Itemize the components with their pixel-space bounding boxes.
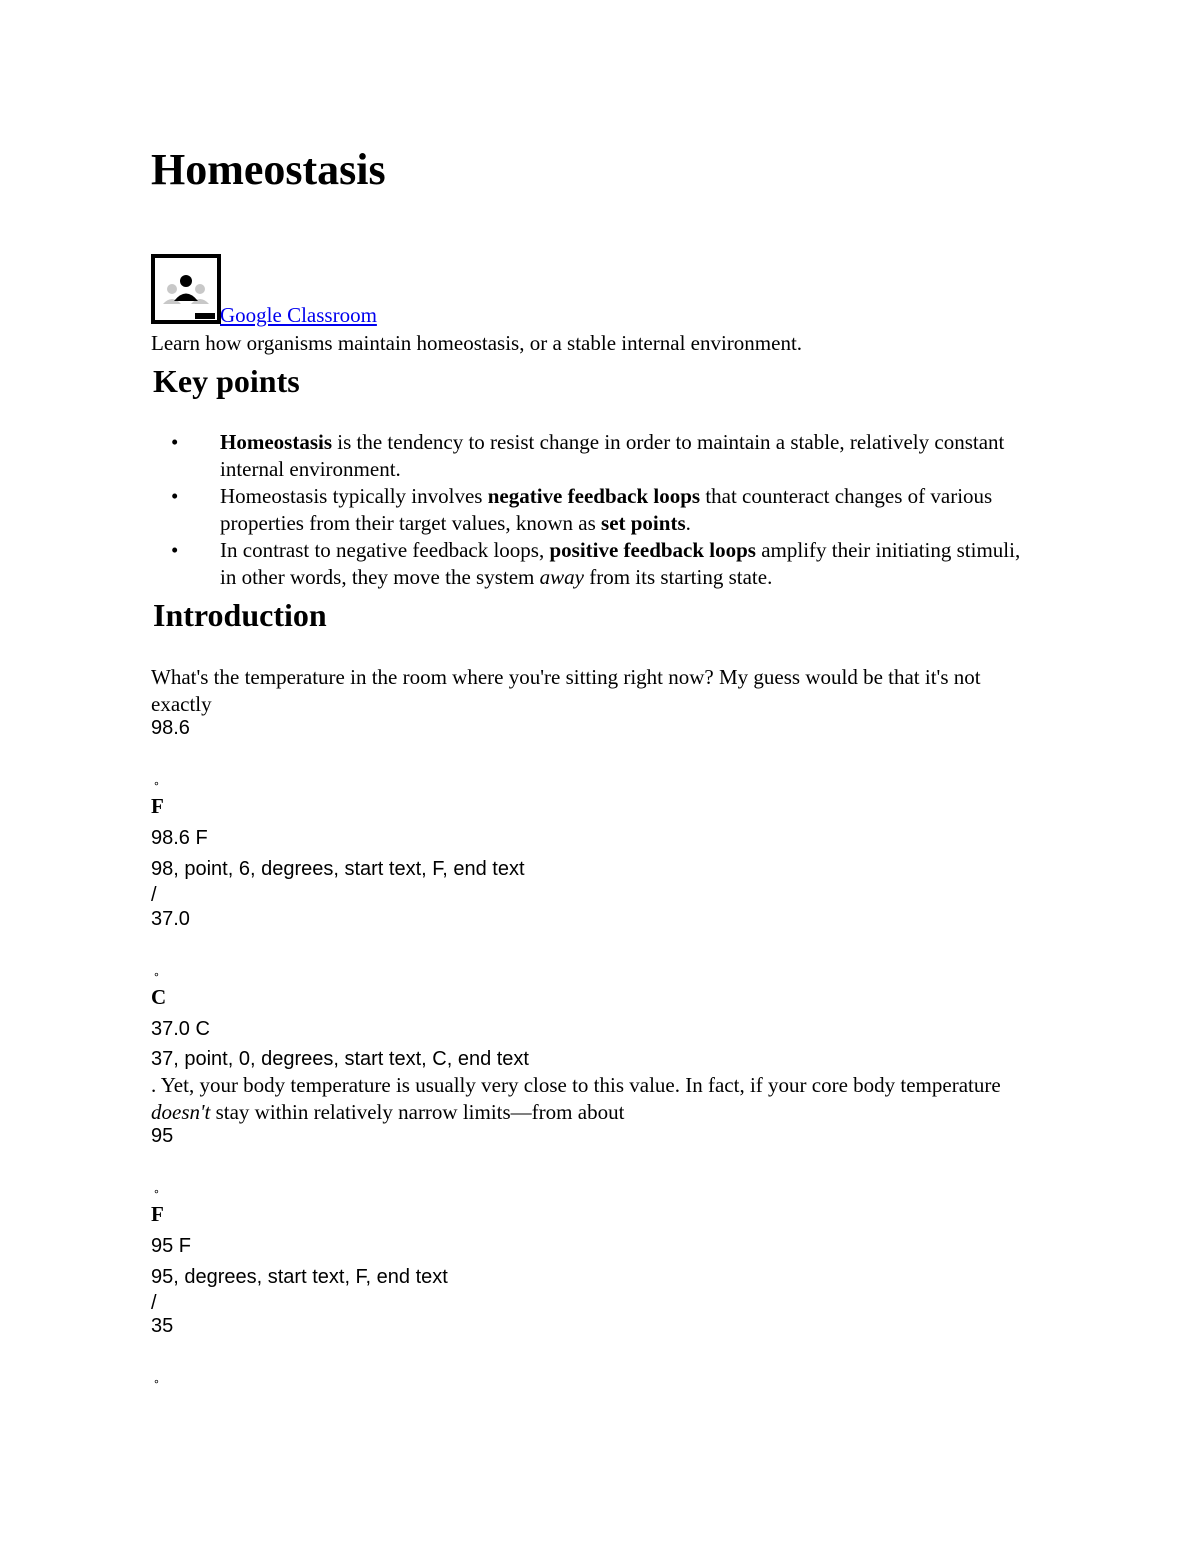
term-homeostasis: Homeostasis bbox=[220, 430, 332, 454]
bullet-icon: • bbox=[171, 538, 179, 562]
temp-c-spoken: 37, point, 0, degrees, start text, C, end text bbox=[151, 1048, 529, 1070]
introduction-heading: Introduction bbox=[153, 597, 327, 633]
temp-c-value: 37.0 bbox=[151, 908, 190, 930]
temp-low-f-display: 95 F bbox=[151, 1235, 192, 1257]
google-classroom-link[interactable]: Google Classroom bbox=[220, 303, 377, 327]
temp-f-value: 98.6 bbox=[151, 717, 190, 739]
body-temp-paragraph: . Yet, your body temperature is usually very close to this value. In fact, if your core body temperature doesn't stay within relatively narrow limits—from about bbox=[151, 1073, 1001, 1124]
list-item: • Homeostasis is the tendency to resist change in order to maintain a stable, relatively constant internal environment. bbox=[171, 430, 1005, 481]
intro-paragraph: What's the temperature in the room where you're sitting right now? My guess would be that it's not exactly bbox=[151, 665, 981, 716]
temp-low-f-unit: F bbox=[151, 1202, 164, 1226]
term-set-points: set points bbox=[601, 511, 686, 535]
summary-text: Learn how organisms maintain homeostasis, or a stable internal environment. bbox=[151, 331, 803, 355]
key-points-heading: Key points bbox=[153, 363, 300, 399]
bullet-icon: • bbox=[171, 430, 179, 454]
list-item: • Homeostasis typically involves negative feedback loops that counteract changes of various properties from their target values, known as set points. bbox=[171, 484, 993, 535]
temp-low-f-value: 95 bbox=[151, 1125, 174, 1147]
slash-separator: / bbox=[151, 884, 157, 906]
temp-low-f-spoken: 95, degrees, start text, F, end text bbox=[151, 1266, 448, 1288]
temp-f-unit: F bbox=[151, 794, 164, 818]
temp-low-c-value: 35 bbox=[151, 1315, 174, 1337]
emphasis-away: away bbox=[539, 565, 584, 589]
bullet-icon: • bbox=[171, 484, 179, 508]
term-negative-feedback: negative feedback loops bbox=[487, 484, 701, 508]
google-classroom-icon[interactable] bbox=[151, 254, 221, 324]
slash-separator: / bbox=[151, 1292, 157, 1314]
temp-f-spoken: 98, point, 6, degrees, start text, F, end text bbox=[151, 858, 525, 880]
temp-low-c-degree: ∘ bbox=[153, 1376, 160, 1388]
temp-c-display: 37.0 C bbox=[151, 1018, 210, 1040]
term-positive-feedback: positive feedback loops bbox=[549, 538, 756, 562]
temp-f-degree: ∘ bbox=[153, 778, 160, 790]
temp-low-f-degree: ∘ bbox=[153, 1186, 160, 1198]
emphasis-doesnt: doesn't bbox=[151, 1100, 211, 1124]
key-points-list bbox=[151, 429, 1031, 591]
temp-f-display: 98.6 F bbox=[151, 827, 208, 849]
page-title: Homeostasis bbox=[151, 145, 386, 194]
temp-c-unit: C bbox=[151, 985, 167, 1009]
list-item: • In contrast to negative feedback loops, positive feedback loops amplify their initiating stimuli, in other words, they move the system away from its starting state. bbox=[171, 538, 1021, 589]
temp-c-degree: ∘ bbox=[153, 969, 160, 981]
